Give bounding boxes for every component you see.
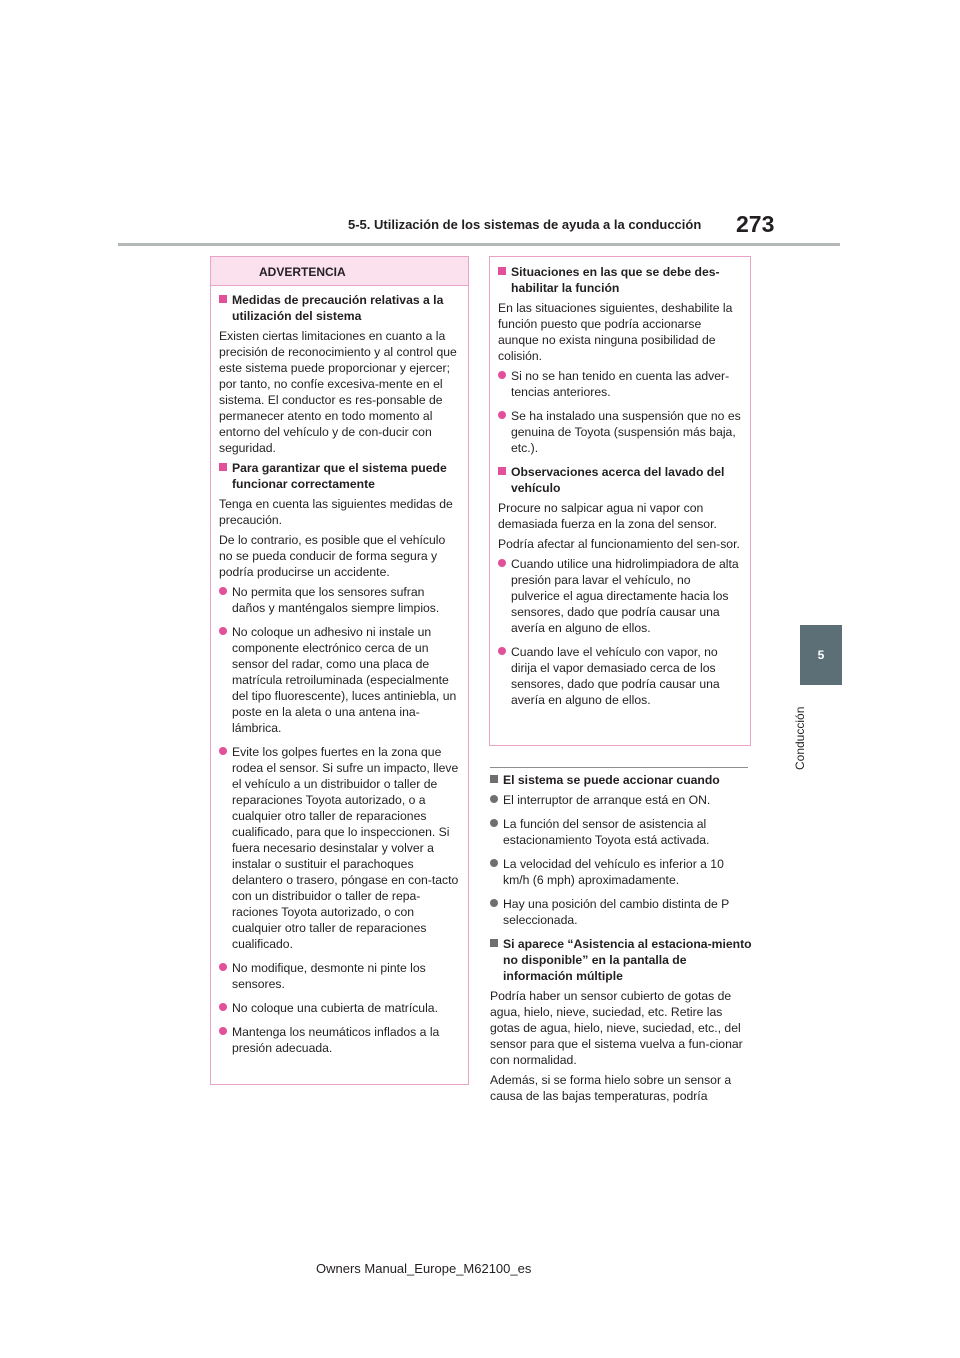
paragraph: [219, 496, 460, 528]
paragraph-text: Además, si se forma hielo sobre un sensor a causa de las bajas temperaturas, podría: [490, 1073, 732, 1103]
subheading-text: Situaciones en las que se debe des-habilitar la función: [511, 265, 720, 295]
paragraph: [490, 988, 752, 1068]
paragraph: [498, 500, 742, 532]
paragraph: [498, 300, 742, 364]
subheading: [498, 264, 742, 296]
list-item: [219, 960, 460, 992]
list-item: [219, 1000, 460, 1016]
round-bullet-icon: [219, 587, 227, 595]
subheading-text: El sistema se puede accionar cuando: [503, 773, 720, 787]
list-item-text: Evite los golpes fuertes en la zona que rodea el sensor. Si sufre un impacto, lleve el vehículo a un distribuidor o taller de reparaciones Toyota autorizado, o a cualquier otro taller de reparaciones cualificado, para que lo inspeccionen. Si fuera necesario desinstalar y volver a instalar o sustituir el parachoques delantero o trasero, póngase en con-tacto con un distribuidor o taller de repa-raciones Toyota autorizado, o con cualquier otro taller de reparaciones cualificado.: [232, 745, 459, 951]
paragraph-text: Podría haber un sensor cubierto de gotas de agua, hielo, nieve, suciedad, etc. Retire las gotas de agua, hielo, nieve, suciedad, etc., del sensor para que el sistema vuelva a fun-cionar con normalidad.: [490, 989, 743, 1067]
paragraph: [219, 532, 460, 580]
round-bullet-icon: [490, 859, 498, 867]
list-item-text: Mantenga los neumáticos inflados a la presión adecuada.: [232, 1025, 440, 1055]
subheading: [490, 936, 752, 984]
list-item-text: La función del sensor de asistencia al estacionamiento Toyota está activada.: [503, 817, 710, 847]
round-bullet-icon: [219, 747, 227, 755]
info-box-content: [490, 257, 750, 708]
paragraph: [490, 1072, 752, 1104]
list-item-text: Cuando lave el vehículo con vapor, no dirija el vapor demasiado cerca de los sensores, dado que podría causar una avería en alguno de ellos.: [511, 645, 720, 707]
square-bullet-icon: [219, 295, 227, 303]
round-bullet-icon: [498, 559, 506, 567]
warning-box-header: [211, 257, 468, 286]
paragraph-text: Procure no salpicar agua ni vapor con demasiada fuerza en la zona del sensor.: [498, 501, 717, 531]
round-bullet-icon: [490, 795, 498, 803]
list-item: [498, 556, 742, 636]
list-item-text: Se ha instalado una suspensión que no es genuina de Toyota (suspensión más baja, etc.).: [511, 409, 741, 455]
paragraph-text: Podría afectar al funcionamiento del sen-sor.: [498, 537, 740, 551]
subheading: [219, 292, 460, 324]
paragraph: [498, 536, 742, 552]
list-item: [490, 856, 752, 888]
paragraph-text: De lo contrario, es posible que el vehículo no se pueda conducir de forma segura y podría producirse un accidente.: [219, 533, 446, 579]
round-bullet-icon: [498, 371, 506, 379]
list-item: [219, 624, 460, 736]
list-item-text: Si no se han tenido en cuenta las adver-tencias anteriores.: [511, 369, 730, 399]
warning-box: [210, 256, 469, 1085]
chapter-label: Conducción: [793, 706, 807, 770]
subheading-text: Observaciones acerca del lavado del vehículo: [511, 465, 725, 495]
round-bullet-icon: [490, 819, 498, 827]
list-item: [498, 368, 742, 400]
round-bullet-icon: [490, 899, 498, 907]
info-box: [489, 256, 751, 746]
page-number: 273: [736, 211, 775, 237]
header-rule: [118, 243, 840, 246]
square-bullet-icon: [490, 939, 498, 947]
list-item-text: No coloque una cubierta de matrícula.: [232, 1001, 438, 1015]
chapter-label-wrap: [793, 690, 813, 770]
list-item: [219, 1024, 460, 1056]
footer-text: Owners Manual_Europe_M62100_es: [316, 1261, 532, 1276]
list-item-text: No modifique, desmonte ni pinte los sensores.: [232, 961, 426, 991]
section-rule: [490, 767, 748, 768]
right-column-text: [490, 772, 752, 1108]
round-bullet-icon: [498, 411, 506, 419]
list-item-text: Hay una posición del cambio distinta de P seleccionada.: [503, 897, 730, 927]
subheading-text: Medidas de precaución relativas a la utilización del sistema: [232, 293, 444, 323]
list-item-text: Cuando utilice una hidrolimpiadora de alta presión para lavar el vehículo, no pulverice el agua directamente hacia los sensores, dado que podría causar una avería en alguno de ellos.: [511, 557, 739, 635]
list-item: [490, 816, 752, 848]
subheading: [498, 464, 742, 496]
square-bullet-icon: [219, 463, 227, 471]
list-item-text: El interruptor de arranque está en ON.: [503, 793, 711, 807]
list-item: [498, 408, 742, 456]
subheading-text: Para garantizar que el sistema puede funcionar correctamente: [232, 461, 447, 491]
subheading: [490, 772, 752, 788]
list-item-text: La velocidad del vehículo es inferior a 10 km/h (6 mph) aproximadamente.: [503, 857, 724, 887]
list-item-text: No permita que los sensores sufran daños y manténgalos siempre limpios.: [232, 585, 440, 615]
warning-content: [211, 286, 468, 1056]
subheading: [219, 460, 460, 492]
square-bullet-icon: [498, 467, 506, 475]
round-bullet-icon: [219, 1003, 227, 1011]
square-bullet-icon: [490, 775, 498, 783]
list-item: [490, 896, 752, 928]
warning-title: ADVERTENCIA: [259, 265, 346, 279]
list-item: [490, 792, 752, 808]
paragraph-text: Tenga en cuenta las siguientes medidas de precaución.: [219, 497, 453, 527]
list-item: [219, 584, 460, 616]
paragraph-text: En las situaciones siguientes, deshabilite la función puesto que podría accionarse aunque no exista ninguna posibilidad de colisión.: [498, 301, 733, 363]
list-item: [498, 644, 742, 708]
chapter-tab: 5: [800, 625, 842, 685]
subheading-text: Si aparece “Asistencia al estaciona-miento no disponible” en la pantalla de información múltiple: [503, 937, 752, 983]
square-bullet-icon: [498, 267, 506, 275]
list-item: [219, 744, 460, 952]
list-item-text: No coloque un adhesivo ni instale un componente electrónico cerca de un sensor del radar, como una placa de matrícula retroiluminada (especialmente del tipo fluorescente), luces antiniebla, un poste en la aleta o una antena ina-lámbrica.: [232, 625, 457, 735]
paragraph-text: Existen ciertas limitaciones en cuanto a la precisión de reconocimiento y al control que este sistema puede proporcionar y ejercer; por tanto, no confíe excesiva-mente en el sistema. El conductor es res-ponsable de permanecer atento en todo momento al entorno del vehículo y de con-ducir con seguridad.: [219, 329, 457, 455]
round-bullet-icon: [219, 1027, 227, 1035]
round-bullet-icon: [219, 627, 227, 635]
round-bullet-icon: [219, 963, 227, 971]
section-title: 5-5. Utilización de los sistemas de ayuda a la conducción: [348, 217, 702, 232]
round-bullet-icon: [498, 647, 506, 655]
paragraph: [219, 328, 460, 456]
